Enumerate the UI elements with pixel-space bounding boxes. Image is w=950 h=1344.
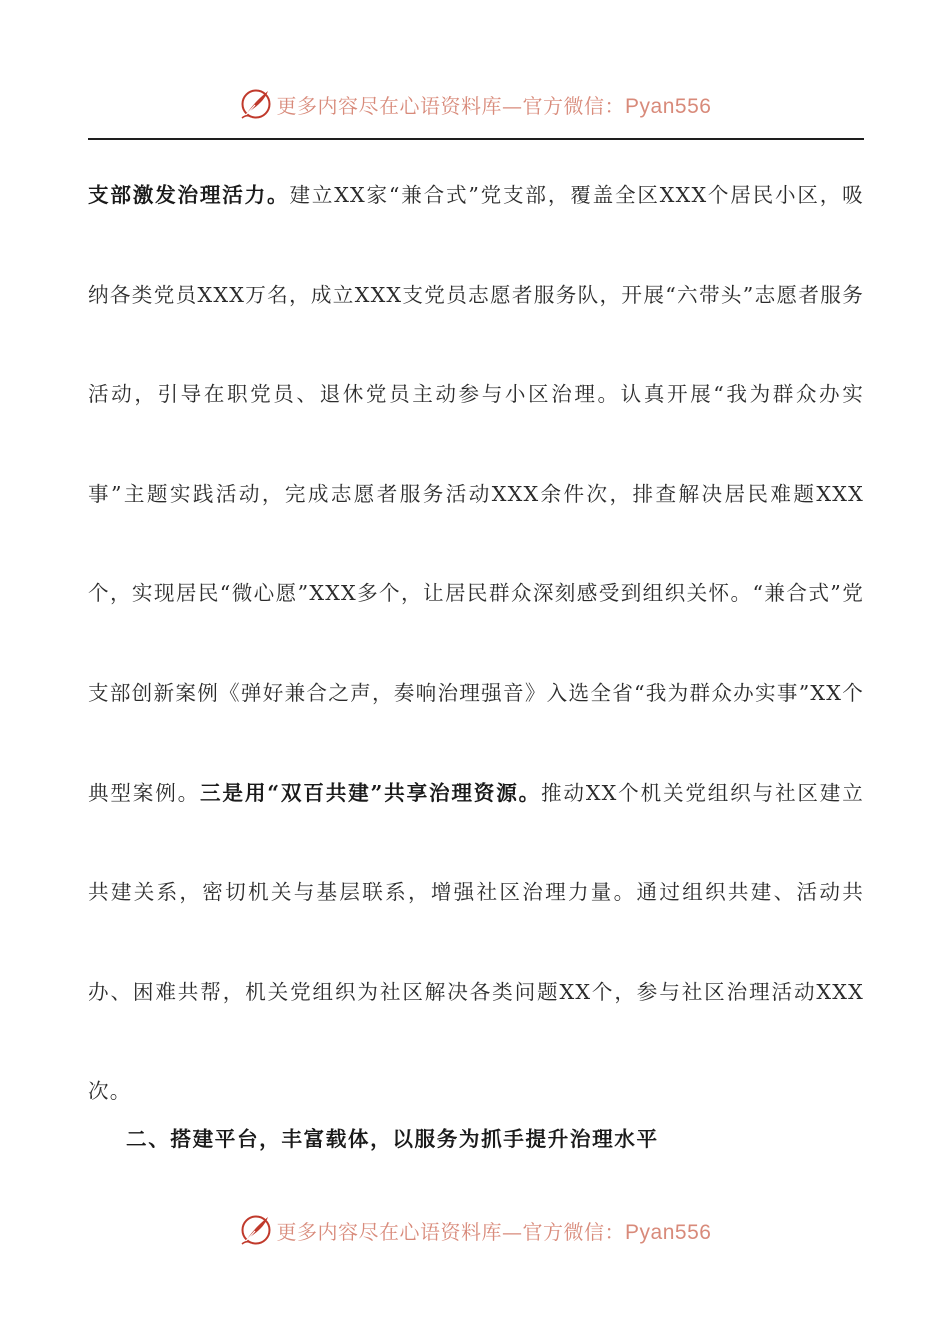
bold-subheading: 三是用“双百共建”共享治理资源。 xyxy=(200,780,542,805)
paragraph-text-1: 建立XX家“兼合式”党支部，覆盖全区XXX个居民小区，吸纳各类党员XXX万名，成立XXX支党员志愿者服务队，开展“六带头”志愿者服务活动，引导在职党员、退休党员主动参与小区治理。认真开展“我为群众办实事”主题实践活动，完成志愿者服务活动XXX余件次，排查解决居民难题XXX个，实现居民“微心愿”XXX多个，让居民群众深刻感受到组织关怀。“兼合式”党支部创新案例《弹好兼合之声，奏响治理强音》入选全省“我为群众办实事”XX个典型案例。 xyxy=(88,183,864,805)
quill-pen-logo-icon xyxy=(239,1213,273,1247)
quill-pen-logo-icon xyxy=(239,87,273,121)
wechat-id: Pyan556 xyxy=(625,94,712,118)
banner-text: 更多内容尽在心语资料库—官方微信：Pyan556 xyxy=(276,1219,712,1244)
header-divider xyxy=(88,138,864,140)
bold-lead: 支部激发治理活力。 xyxy=(88,183,290,207)
wechat-id: Pyan556 xyxy=(625,1220,712,1244)
paragraph-text-2: 推动XX个机关党组织与社区建立共建关系，密切机关与基层联系，增强社区治理力量。通过组织共建、活动共办、困难共帮，机关党组织为社区解决各类问题XX个，参与社区治理活动XXX次。 xyxy=(88,780,865,1104)
section-heading: 二、搭建平台，丰富载体，以服务为抓手提升治理水平 xyxy=(126,1127,659,1151)
banner-text: 更多内容尽在心语资料库—官方微信：Pyan556 xyxy=(276,93,712,118)
body-paragraph xyxy=(88,146,864,1142)
header-banner xyxy=(0,84,950,124)
footer-banner xyxy=(0,1210,950,1250)
